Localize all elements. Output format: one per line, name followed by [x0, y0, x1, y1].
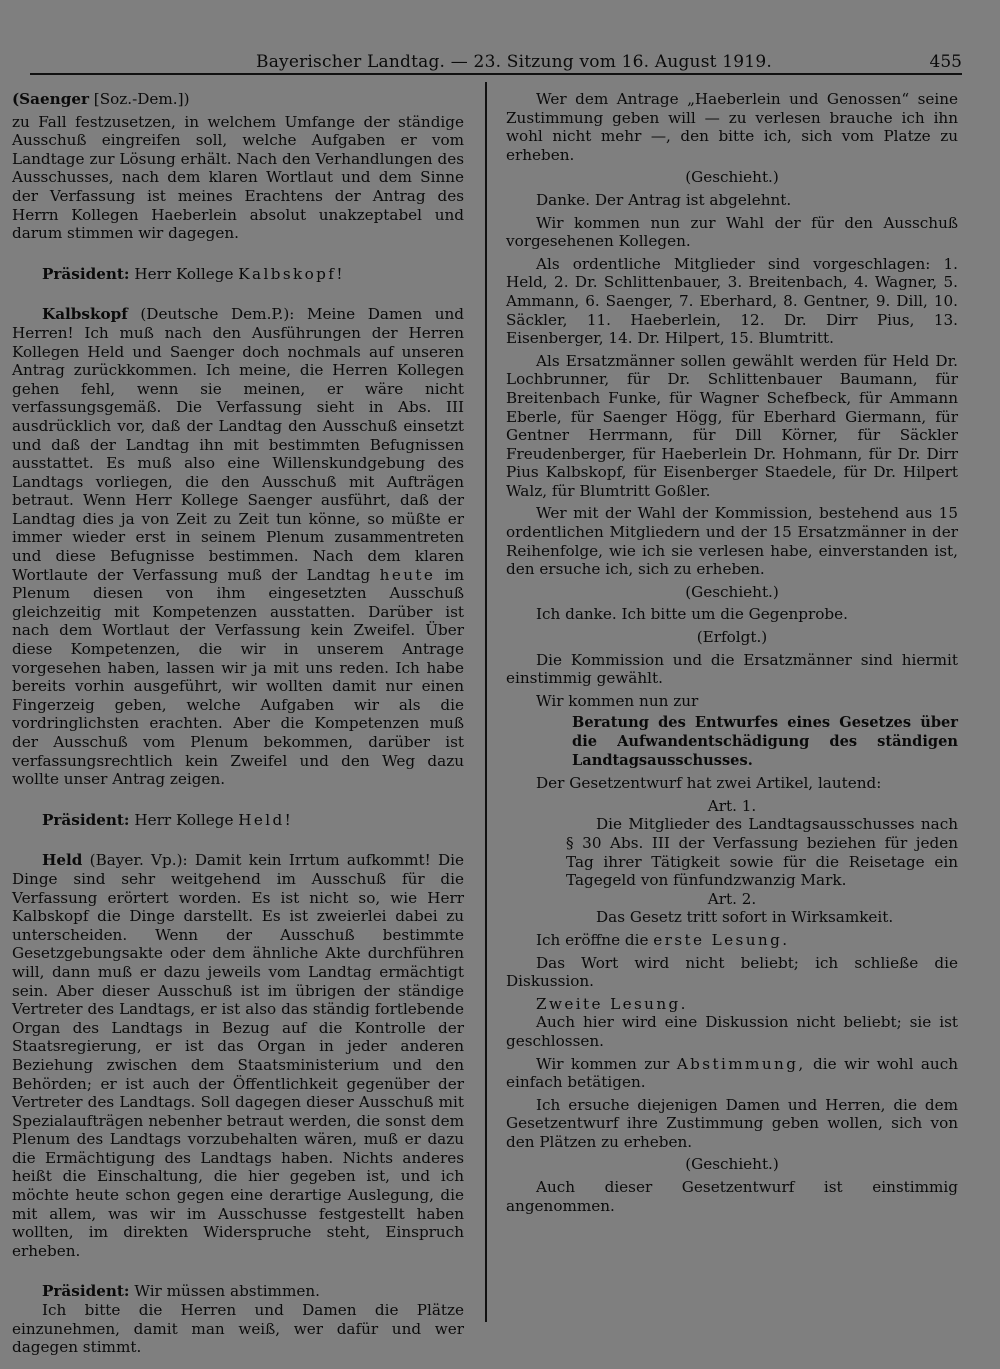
- stage-direction: (Geschieht.): [685, 582, 779, 601]
- article-text: Die Mitglieder des Landtagsausschusses nach § 30 Abs. III der Verfassung beziehen für jeden Tag ihrer Tätigkeit sowie für die Reisetage ein Tagegeld von fünfundzwanzig Mark.: [566, 815, 958, 890]
- right-column: [506, 90, 958, 1215]
- paragraph: Danke. Der Antrag ist abgelehnt.: [536, 190, 792, 209]
- column-divider: [485, 82, 487, 1322]
- speaker-paragraph-held: Held (Bayer. Vp.): Damit kein Irrtum aufkommt! Die Dinge sind sehr weitgehend im Ausschuß für die Verfassung erörtert worden. Es ist nicht so, wie Herr Kalbskopf die Dinge darstellt. Es ist zweierlei dabei zu unterscheiden. Wenn der Ausschuß bestimmte Gesetzgebungsakte oder dem ähnliche Akte durchführen will, dann muß er dazu jeweils vom Landtag ermächtigt sein. Aber dieser Ausschuß ist im übrigen der ständige Vertreter des Landtags, er ist also das ständig fortlebende Organ des Landtags in Bezug auf die Kontrolle der Staatsregierung, er ist das Organ in jeder anderen Beziehung zwischen dem Staatsministerium und den Behörden; er ist auch der Öffentlichkeit gegenüber der Vertreter des Landtags. Soll dagegen dieser Ausschuß mit Spezialaufträgen nebenher betraut werden, die sonst dem Plenum des Landtags vorzubehalten wären, muß er dazu die Ermächtigung des Landtags haben. Nichts anderes heißt die Einschaltung, die hier gegeben ist, und ich möchte heute schon gegen eine derartige Auslegung, die mit allem, was wir im Ausschusse festgestellt haben wollten, im direkten Widerspruche steht, Einspruch erheben.: [12, 851, 464, 1260]
- emphasis: heute: [379, 565, 436, 584]
- paragraph: Ich eröffne die erste Lesung.: [536, 930, 790, 949]
- agenda-item-heading: Beratung des Entwurfes eines Gesetzes über die Aufwandentschädigung des ständigen Landtagsausschusses.: [572, 714, 958, 769]
- paragraph: Das Wort wird nicht beliebt; ich schließe die Diskussion.: [506, 953, 958, 991]
- paragraph: Ich danke. Ich bitte um die Gegenprobe.: [536, 605, 848, 624]
- emphasis: erste Lesung.: [653, 930, 790, 949]
- paragraph: Ich bitte die Herren und Damen die Plätze einzunehmen, damit man weiß, wer dafür und wer dagegen stimmt.: [12, 1301, 464, 1357]
- speaker-name: (Saenger: [12, 90, 89, 108]
- emphasis: Abstimmung,: [676, 1054, 806, 1073]
- speaker-paragraph-praesident: Präsident: Wir müssen abstimmen.: [42, 1282, 320, 1301]
- paragraph: Wir kommen zur Abstimmung, die wir wohl auch einfach betätigen.: [506, 1054, 959, 1092]
- article-heading: Art. 1.: [707, 796, 757, 815]
- paragraph: Wer mit der Wahl der Kommission, bestehend aus 15 ordentlichen Mitgliedern und der 15 Ersatzmänner in der Reihenfolge, wie ich sie verlesen habe, einverstanden ist, den ersuche ich, sich zu erheben.: [506, 504, 958, 579]
- paragraph: Auch dieser Gesetzentwurf ist einstimmig angenommen.: [506, 1178, 958, 1215]
- paragraph: Auch hier wird eine Diskussion nicht beliebt; sie ist geschlossen.: [506, 1013, 958, 1050]
- left-column: [12, 90, 464, 1357]
- reading-heading: Zweite Lesung.: [536, 994, 688, 1013]
- speaker-paragraph-praesident: Präsident: Herr Kollege Held!: [42, 810, 294, 829]
- speaker-paragraph-kalbskopf: Kalbskopf (Deutsche Dem.P.): Meine Damen und Herren! Ich muß nach den Ausführungen der Herren Kollegen Held und Saenger doch nochmals auf unseren Antrag zurückkommen. Ich meine, die Herren Kollegen gehen fehl, wenn sie meinen, er wäre nicht verfassungsgemäß. Die Verfassung sieht in Abs. III ausdrücklich vor, daß der Landtag den Ausschuß einsetzt und daß der Landtag ihn mit bestimmten Befugnissen ausstattet. Es muß also eine Willenskundgebung des Landtags vorliegen, die den Ausschuß mit Aufträgen betraut. Wenn Herr Kollege Saenger ausführt, daß der Landtag dies ja von Zeit zu Zeit tun könne, so müßte er immer wieder erst in seinem Plenum zusammentreten und diese Befugnisse bestimmen. Nach dem klaren Wortlaute der Verfassung muß der Landtag heute im Plenum diesen von ihm eingesetzten Ausschuß gleichzeitig mit Kompetenzen ausstatten. Darüber ist nach dem Wortlaut der Verfassung kein Zweifel. Über diese Kompetenzen, die wir in unserem Antrage vorgesehen haben, lassen wir ja mit uns reden. Ich habe bereits vorhin ausgeführt, wir wollten damit nur einen Fingerzeig geben, welche Aufgaben wir als die vordringlichsten erachten. Aber die Kompetenzen muß der Ausschuß vom Plenum bekommen, darüber ist verfassungsrechtlich kein Zweifel und den Weg dazu wollte unser Antrag zeigen.: [12, 305, 464, 789]
- called-name: Kalbskopf!: [238, 264, 345, 283]
- speaker-name: Kalbskopf: [42, 305, 128, 324]
- article-text: Das Gesetz tritt sofort in Wirksamkeit.: [596, 908, 894, 927]
- speaker-name: Held: [42, 851, 83, 870]
- running-title: Bayerischer Landtag. — 23. Sitzung vom 16. August 1919.: [256, 52, 772, 72]
- speaker-name: Präsident:: [42, 264, 130, 283]
- paragraph: Wir kommen nun zur: [536, 691, 699, 710]
- paragraph: zu Fall festzusetzen, in welchem Umfange der ständige Ausschuß eingreifen soll, welche Aufgaben er vom Landtage zur Lösung erhält. Nach den Verhandlungen des Ausschusses, nach dem klaren Wortlaut und dem Sinne der Verfassung ist meines Erachtens der Antrag des Herrn Kollegen Haeberlein absolut unakzeptabel und darum stimmen wir dagegen.: [12, 112, 464, 243]
- paragraph: Der Gesetzentwurf hat zwei Artikel, lautend:: [536, 774, 882, 793]
- substitutes-list: Als Ersatzmänner sollen gewählt werden für Held Dr. Lochbrunner, für Dr. Schlittenbauer Baumann, für Breitenbach Funke, für Wagner Schefbeck, für Ammann Eberle, für Saenger Högg, für Eberhard Giermann, für Gentner Herrmann, für Dill Körner, für Säckler Freudenberger, für Haeberlein Dr. Hohmann, für Dr. Dirr Pius Kalbskopf, für Eisenberger Staedele, für Dr. Hilpert Walz, für Blumtritt Goßler.: [506, 351, 958, 500]
- page-number: 455: [929, 52, 962, 72]
- stage-direction: (Geschieht.): [685, 1155, 779, 1174]
- speaker-party: [Soz.-Dem.]): [88, 90, 190, 108]
- speaker-name: Präsident:: [42, 1282, 130, 1301]
- paragraph: Die Kommission und die Ersatzmänner sind hiermit einstimmig gewählt.: [506, 650, 958, 688]
- paragraph: Wer dem Antrage „Haeberlein und Genossen“ seine Zustimmung geben will — zu verlesen brauche ich ihn wohl nicht mehr —, den bitte ich, sich vom Platze zu erheben.: [506, 90, 958, 164]
- members-list: Als ordentliche Mitglieder sind vorgeschlagen: 1. Held, 2. Dr. Schlittenbauer, 3. Breitenbach, 4. Wagner, 5. Ammann, 6. Saenger, 7. Eberhard, 8. Gentner, 9. Dill, 10. Säckler, 11. Haeberlein, 12. Dr. Dirr Pius, 13. Eisenberger, 14. Dr. Hilpert, 15. Blumtritt.: [506, 254, 958, 348]
- stage-direction: (Geschieht.): [685, 168, 779, 187]
- speaker-line-saenger: [12, 90, 464, 109]
- speaker-paragraph-praesident: Präsident: Herr Kollege Kalbskopf!: [42, 264, 345, 283]
- paragraph: Ich ersuche diejenigen Damen und Herren, die dem Gesetzentwurf ihre Zustimmung geben wollen, sich von den Plätzen zu erheben.: [506, 1095, 958, 1151]
- stage-direction: (Erfolgt.): [696, 628, 768, 647]
- called-name: Held!: [238, 810, 294, 829]
- page-header: [30, 52, 962, 74]
- speaker-name: Präsident:: [42, 810, 130, 829]
- header-rule: [30, 73, 962, 75]
- paragraph: Wir kommen nun zur Wahl der für den Ausschuß vorgesehenen Kollegen.: [506, 213, 958, 251]
- article-heading: Art. 2.: [707, 889, 757, 908]
